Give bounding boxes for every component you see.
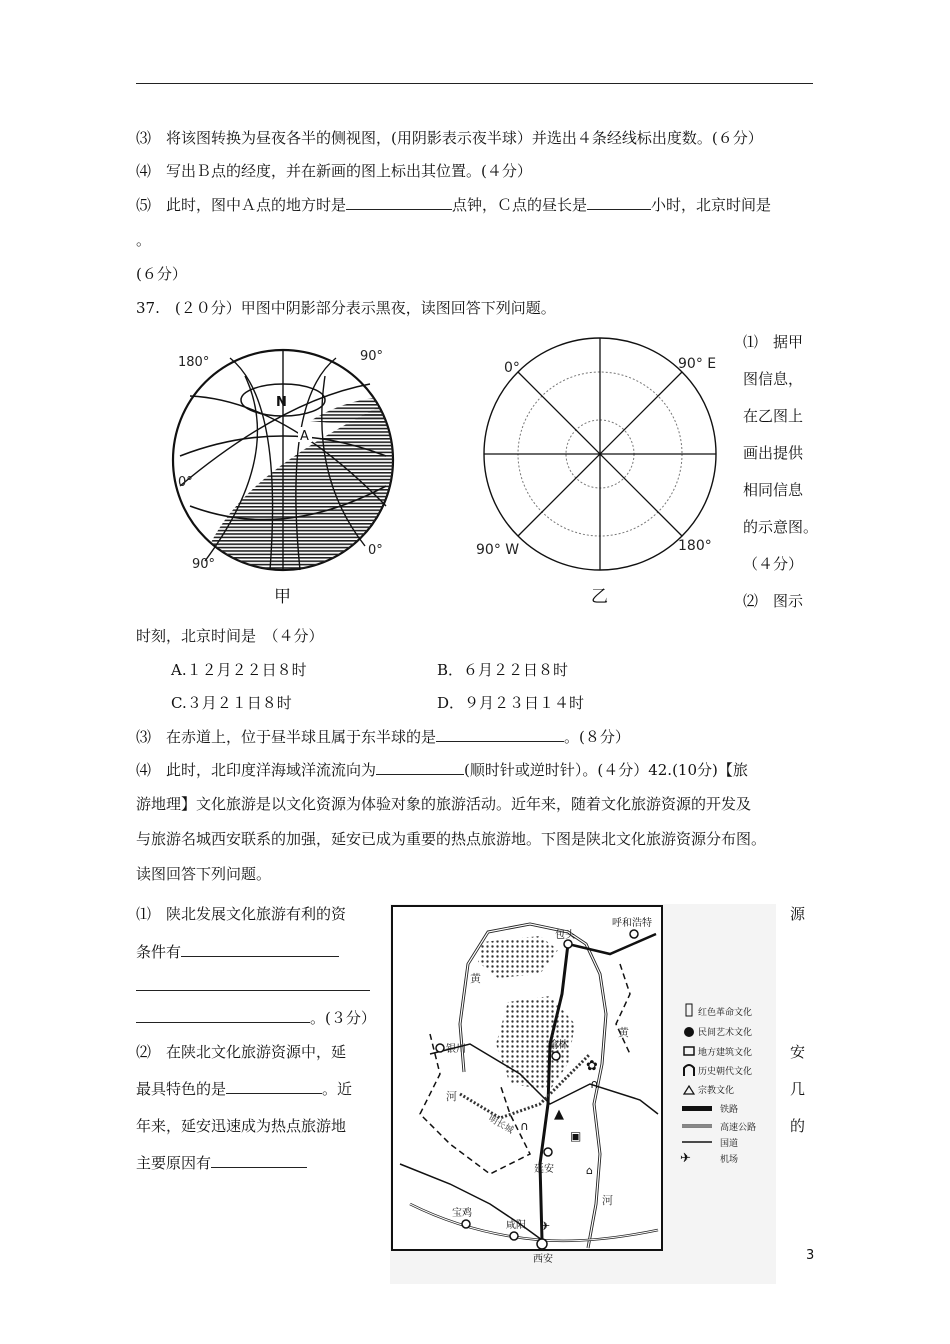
q42-item2-b	[136, 1079, 352, 1099]
q37-q2-cont: 时刻，北京时间是 （４分）	[136, 627, 324, 645]
side-line: 在乙图上	[743, 407, 804, 425]
legend-label: 地方建筑文化	[698, 1048, 753, 1058]
fig-jia-label: 0°	[178, 475, 193, 490]
side-line: 相同信息	[743, 481, 804, 499]
q42-intro-2: 与旅游名城西安联系的加强，延安已成为重要的热点旅游地。下图是陕北文化旅游资源分布图。	[136, 830, 767, 848]
legend-label: 历史朝代文化	[698, 1067, 753, 1077]
great-wall-label: 明长城	[486, 1113, 515, 1137]
city-label: 西安	[533, 1254, 553, 1265]
answer-blank	[211, 1153, 307, 1168]
q42-item1-score: 。(３分）	[310, 1009, 376, 1027]
fig-yi-label: 90° E	[678, 356, 717, 372]
header-rule	[136, 83, 813, 84]
fig-yi-label: 0°	[504, 360, 520, 376]
q42-item2-text-c: 。近	[322, 1080, 353, 1098]
q42-item1-b	[136, 942, 339, 962]
city-marker	[510, 1232, 518, 1240]
q42-item1-text: 条件有	[136, 943, 182, 961]
q42-item2-d: 年来，延安迅速成为热点旅游地	[136, 1117, 347, 1135]
railway-symbol	[682, 1106, 712, 1111]
side-line: （４分）	[743, 555, 804, 573]
q36-item5-period: 。	[136, 231, 152, 249]
q36-item5-text-b: 点钟，Ｃ点的昼长是	[452, 196, 588, 214]
q37-side-text	[743, 324, 823, 620]
fig-jia-label: N	[276, 395, 287, 410]
q37-item3	[136, 727, 630, 747]
answer-blank	[346, 195, 452, 210]
city-marker	[544, 1148, 552, 1156]
history-icon: ∩	[520, 1119, 529, 1133]
legend-label: 铁路	[720, 1105, 739, 1115]
legend-label: 民间艺术文化	[698, 1028, 753, 1038]
option-a: A.１２月２２日８时	[171, 661, 307, 679]
legend-label: 宗教文化	[698, 1086, 735, 1096]
q42-right-char: 源	[790, 905, 806, 923]
q42-intro-1: 游地理】文化旅游是以文化资源为体验对象的旅游活动。近年来，随着文化旅游资源的开发及	[136, 795, 752, 813]
fig-yi-label: 90° W	[476, 542, 520, 558]
side-line: 画出提供	[743, 444, 804, 462]
fig-yi-label: 180°	[678, 538, 712, 554]
folk-art-icon: ✿	[586, 1058, 598, 1074]
fig-jia-label: 90°	[360, 349, 384, 364]
river-label: 黄	[470, 972, 481, 985]
folk-art-icon	[684, 1027, 694, 1037]
figure-yi	[468, 336, 733, 586]
q36-item3: ⑶ 将该图转换为昼夜各半的侧视图，(用阴影表示夜半球）并选出４条经线标出度数。(６分）	[136, 129, 763, 147]
legend-label: 红色革命文化	[698, 1008, 753, 1018]
answer-blank	[587, 195, 651, 210]
q42-item1-c	[136, 1008, 376, 1028]
legend-label: 高速公路	[720, 1123, 757, 1133]
option-c: C.３月２１日８时	[171, 694, 292, 712]
city-label: 榆林	[548, 1040, 568, 1051]
fig-jia-caption: 甲	[274, 587, 291, 607]
q42-intro-3: 读图回答下列问题。	[136, 865, 272, 883]
q42-item2-text-e: 主要原因有	[136, 1154, 212, 1172]
q37-item4-text-a: ⑷ 此时，北印度洋海域洋流流向为	[136, 761, 377, 779]
page-number: 3	[806, 1248, 815, 1263]
q36-item5-text-a: ⑸ 此时，图中Ａ点的地方时是	[136, 196, 347, 214]
q36-item5-score: (６分）	[136, 265, 187, 283]
q37-title: 37. (２０分）甲图中阴影部分表示黑夜，读图回答下列问题。	[136, 299, 556, 317]
legend-label: 国道	[720, 1139, 739, 1149]
airport-icon: ✈	[680, 1151, 691, 1166]
q36-item5	[136, 195, 771, 215]
answer-line	[136, 990, 370, 991]
q36-item4: ⑷ 写出Ｂ点的经度，并在新画的图上标出其位置。(４分）	[136, 162, 532, 180]
river-label: 黄	[618, 1026, 629, 1039]
red-culture-icon: ▲	[554, 1107, 564, 1122]
q42-item2-a: ⑵ 在陕北文化旅游资源中，延	[136, 1043, 347, 1061]
city-marker	[552, 1052, 560, 1060]
side-line: 的示意图。	[743, 518, 819, 536]
answer-blank	[226, 1079, 322, 1094]
option-d: D．９月２３日１４时	[437, 694, 585, 712]
history-icon: ∩	[590, 1077, 599, 1091]
figure-jia	[160, 336, 410, 592]
side-line: ⑵ 图示	[743, 592, 804, 610]
city-label: 银川	[446, 1044, 466, 1055]
religion-icon: ⌂	[586, 1164, 593, 1177]
q42-item1-a: ⑴ 陕北发展文化旅游有利的资	[136, 905, 347, 923]
fig-jia-label: A	[300, 429, 309, 444]
answer-blank	[376, 760, 464, 775]
city-marker	[630, 930, 638, 938]
river-label: 河	[602, 1194, 613, 1207]
city-label: 包头	[555, 930, 575, 941]
option-b: B．６月２２日８时	[437, 661, 569, 679]
city-label: 延安	[534, 1164, 554, 1175]
q37-item4	[136, 760, 748, 780]
side-line: ⑴ 据甲	[743, 333, 804, 351]
q42-right-char: 的	[790, 1117, 806, 1135]
city-marker	[436, 1044, 444, 1052]
architecture-icon: ▣	[570, 1129, 582, 1143]
fig-jia-label: 180°	[178, 355, 210, 370]
city-label: 咸阳	[506, 1220, 526, 1231]
side-line: 图信息，	[743, 370, 804, 388]
city-marker	[462, 1220, 470, 1228]
q42-item2-e	[136, 1153, 307, 1173]
fig-jia-label: 90°	[192, 557, 216, 572]
q37-item4-text-b: (顺时针或逆时针）。(４分）42.(10分)【旅	[464, 761, 748, 779]
city-label: 宝鸡	[452, 1208, 472, 1219]
q42-right-char: 安	[790, 1043, 806, 1061]
city-label: 呼和浩特	[612, 918, 652, 929]
q42-item2-text-b: 最具特色的是	[136, 1080, 227, 1098]
legend-label: 机场	[720, 1155, 739, 1165]
q42-right-char: 几	[790, 1080, 806, 1098]
shaanbei-map	[390, 904, 776, 1284]
airport-icon: ✈	[540, 1219, 551, 1233]
q37-item3-text-a: ⑶ 在赤道上，位于昼半球且属于东半球的是	[136, 728, 437, 746]
answer-blank	[181, 942, 339, 957]
q37-item3-text-b: 。(８分）	[564, 728, 630, 746]
fig-yi-caption: 乙	[591, 587, 608, 607]
answer-blank	[136, 1008, 310, 1023]
q36-item5-text-c: 小时，北京时间是	[651, 196, 772, 214]
city-marker	[537, 1239, 547, 1249]
fig-jia-label: 0°	[368, 543, 383, 558]
river-label: 河	[446, 1090, 457, 1103]
answer-blank	[436, 727, 564, 742]
city-marker	[564, 940, 572, 948]
